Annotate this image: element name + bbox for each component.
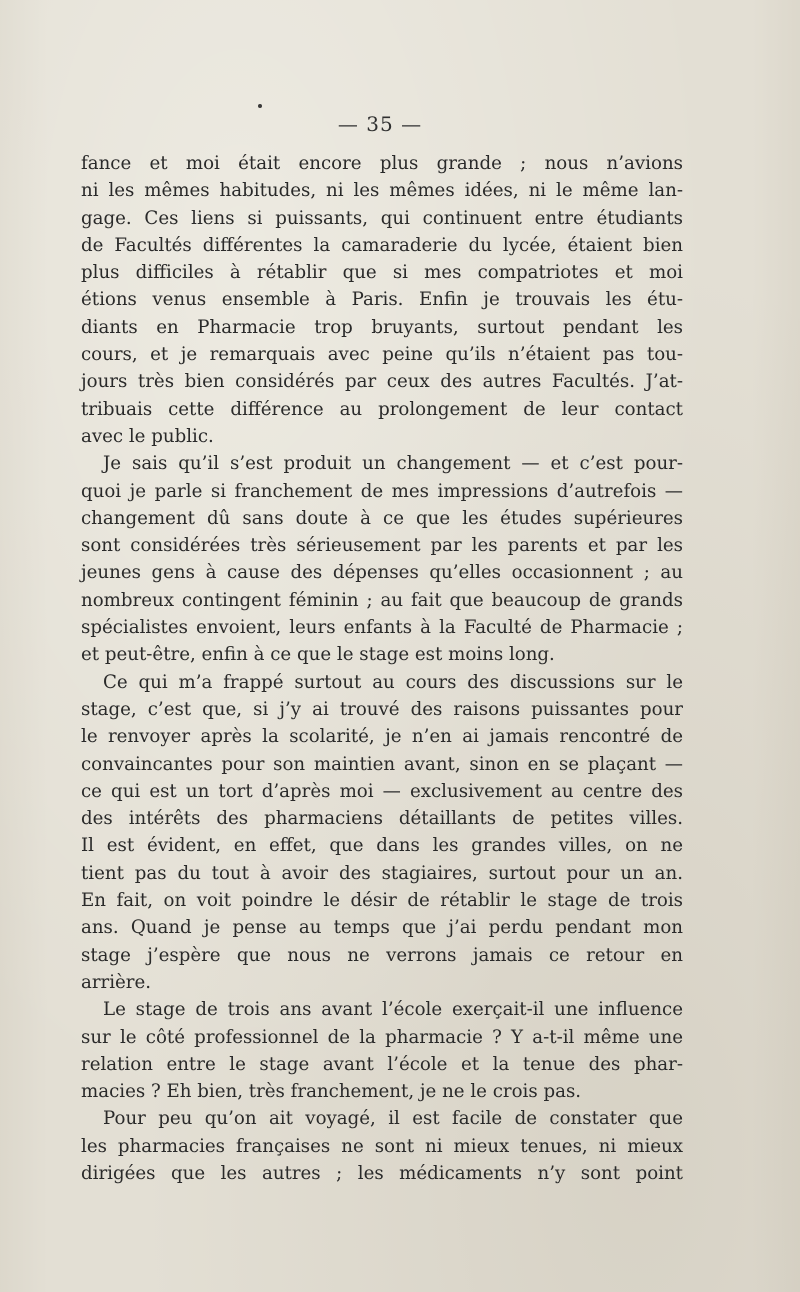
text-line: le renvoyer après la scolarité, je n’en ai jamais rencontré de — [81, 726, 683, 748]
text-line: diants en Pharmacie trop bruyants, surtout pendant les — [81, 316, 683, 338]
text-line: de Facultés différentes la camaraderie du lycée, étaient bien — [81, 234, 683, 256]
text-line: ni les mêmes habitudes, ni les mêmes idées, ni le même lan- — [81, 180, 683, 202]
text-line: Le stage de trois ans avant l’école exerçait-il une influence — [103, 999, 683, 1021]
text-line: gage. Ces liens si puissants, qui continuent entre étudiants — [81, 207, 683, 229]
text-line: Je sais qu’il s’est produit un changement — et c’est pour- — [103, 453, 683, 475]
text-line: cours, et je remarquais avec peine qu’ils n’étaient pas tou- — [81, 344, 683, 366]
text-line: En fait, on voit poindre le désir de rétablir le stage de trois — [81, 890, 683, 912]
text-line: changement dû sans doute à ce que les études supérieures — [81, 507, 683, 529]
body-text — [81, 150, 683, 1187]
text-line: Il est évident, en effet, que dans les grandes villes, on ne — [81, 835, 683, 857]
text-line: stage, c’est que, si j’y ai trouvé des raisons puissantes pour — [81, 698, 683, 720]
text-line: quoi je parle si franchement de mes impressions d’autrefois — — [81, 480, 683, 502]
text-line: avec le public. — [81, 425, 214, 447]
text-line: ce qui est un tort d’après moi — exclusivement au centre des — [81, 780, 683, 802]
text-line: sur le côté professionnel de la pharmacie ? Y a-t-il même une — [81, 1026, 683, 1048]
ink-speck — [258, 104, 262, 108]
text-line: arrière. — [81, 971, 152, 993]
text-line: jours très bien considérés par ceux des autres Facultés. J’at- — [81, 371, 683, 393]
text-line: les pharmacies françaises ne sont ni mieux tenues, ni mieux — [81, 1135, 683, 1157]
text-line: nombreux contingent féminin ; au fait que beaucoup de grands — [81, 589, 683, 611]
text-line: stage j’espère que nous ne verrons jamais ce retour en — [81, 944, 683, 966]
text-line: et peut-être, enfin à ce que le stage est moins long. — [81, 644, 555, 666]
text-line: tribuais cette différence au prolongement de leur contact — [81, 398, 683, 420]
text-line: macies ? Eh bien, très franchement, je ne le crois pas. — [81, 1081, 582, 1103]
text-line: étions venus ensemble à Paris. Enfin je trouvais les étu- — [81, 289, 683, 311]
text-line: jeunes gens à cause des dépenses qu’elles occasionnent ; au — [81, 562, 683, 584]
text-line: spécialistes envoient, leurs enfants à la Faculté de Pharmacie ; — [81, 617, 683, 639]
text-line: tient pas du tout à avoir des stagiaires, surtout pour un an. — [81, 862, 683, 884]
page-number: — 35 — — [337, 112, 423, 136]
text-line: Ce qui m’a frappé surtout au cours des discussions sur le — [103, 671, 683, 693]
text-line: Pour peu qu’on ait voyagé, il est facile de constater que — [103, 1108, 683, 1130]
text-line: fance et moi était encore plus grande ; nous n’avions — [81, 153, 683, 174]
text-line: sont considérées très sérieusement par les parents et par les — [81, 535, 683, 557]
text-line: ans. Quand je pense au temps que j’ai perdu pendant mon — [81, 917, 683, 939]
text-line: relation entre le stage avant l’école et la tenue des phar- — [81, 1053, 683, 1075]
text-line: convaincantes pour son maintien avant, sinon en se plaçant — — [81, 753, 683, 775]
text-line: des intérêts des pharmaciens détaillants de petites villes. — [81, 808, 683, 830]
text-line: dirigées que les autres ; les médicaments n’y sont point — [81, 1162, 683, 1184]
text-line: plus difficiles à rétablir que si mes compatriotes et moi — [81, 262, 683, 284]
